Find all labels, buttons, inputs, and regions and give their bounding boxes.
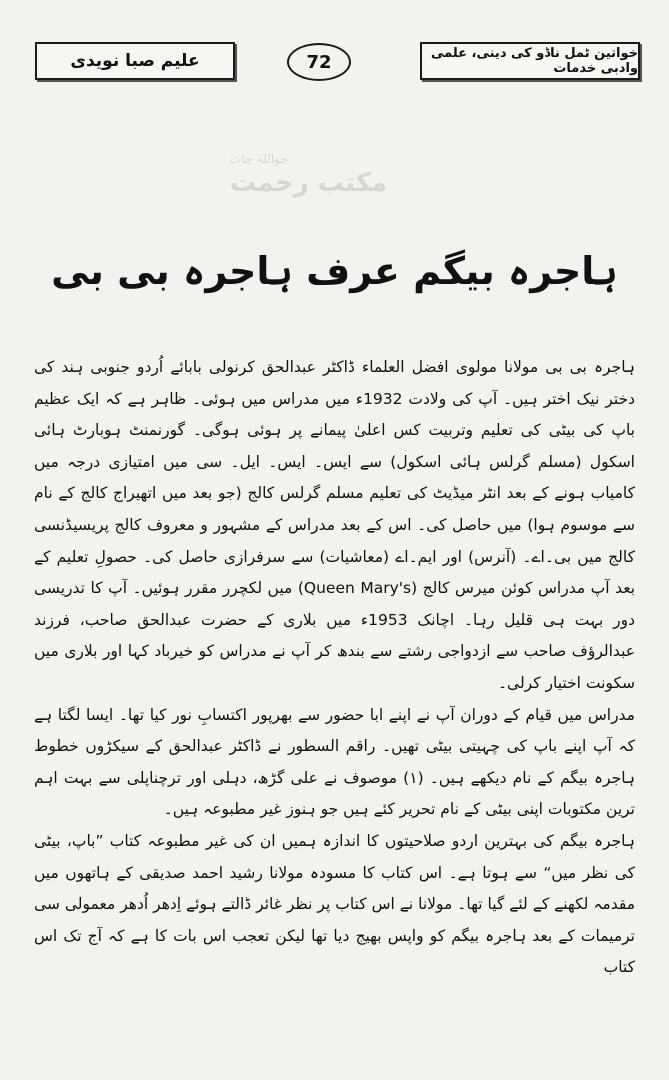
author-name: علیم صبا نویدی	[70, 51, 200, 71]
book-title-box	[420, 42, 640, 80]
body-text	[34, 352, 635, 984]
page-number-oval	[287, 43, 351, 81]
bleed-through-heading: مکتب رحمت	[230, 168, 388, 198]
page-number: 72	[306, 51, 332, 73]
paragraph-1: ہاجرہ بی بی مولانا مولوی افضل العلماء ڈاکٹر عبدالحق کرنولی بابائے اُردو جنوبی ہند کی دختر نیک اختر ہیں۔ آپ کی ولادت 1932ء میں مدراس میں ہوئی۔ ظاہر ہے کہ ایک عظیم باپ کی بیٹی کی تعلیم وتربیت کس اعلیٰ پیمانے پر ہوئی ہوگی۔ گورنمنٹ ہوبارٹ ہائی اسکول (مسلم گرلس ہائی اسکول) سے ایس۔ ایس۔ ایل۔ سی میں امتیازی درجہ میں کامیاب ہونے کے بعد انٹر میڈیٹ کی تعلیم مسلم گرلس کالج (جو بعد میں اتھیراج کالج کے نام سے موسوم ہوا) میں حاصل کی۔ اس کے بعد مدراس کے مشہور و معروف کالج پریسیڈنسی کالج میں بی۔اے۔ (آنرس) اور ایم۔اے (معاشیات) سے سرفرازی حاصل کی۔ حصولِ تعلیم کے بعد آپ مدراس کوئن میرس کالج (Queen Mary's) میں لکچرر مقرر ہوئیں۔ آپ کا تدریسی دور بہت ہی قلیل رہا۔ اچانک 1953ء میں بلاری کے حضرت عبدالحق صاحب، فرزند عبدالرؤف صاحب سے ازدواجی رشتے سے بندھ کر آپ نے مدراس کو خیرباد کہا اور بلاری میں سکونت اختیار کرلی۔	[34, 358, 636, 692]
bleed-through-text: حواللہ جات	[230, 152, 288, 166]
author-name-box	[35, 42, 235, 80]
book-title: خواتین ٹمل ناڈو کی دینی، علمی وادبی خدمات	[430, 46, 638, 76]
chapter-title: ہاجرہ بیگم عرف ہاجرہ بی بی	[51, 249, 618, 294]
paragraph-2: مدراس میں قیام کے دوران آپ نے اپنے ابا حضور سے بھرپور اکتسابِ نور کیا تھا۔ ایسا لگتا ہے کہ آپ اپنے باپ کی چہیتی بیٹی تھیں۔ راقم السطور نے ڈاکٹر عبدالحق کے سیکڑوں خطوط ہاجرہ بیگم کے نام دیکھے ہیں۔ (۱) موصوف نے علی گڑھ، دہلی اور ترچناپلی سے بہت اہم ترین مکتوبات اپنی بیٹی کے نام تحریر کئے ہیں جو ہنوز غیر مطبوعہ ہیں۔	[34, 705, 635, 819]
paragraph-3: ہاجرہ بیگم کی بہترین اردو صلاحیتوں کا اندازہ ہمیں ان کی غیر مطبوعہ کتاب ”باپ، بیٹی کی نظر میں“ سے ہوتا ہے۔ اس کتاب کا مسودہ مولانا رشید احمد صدیقی کے ہاتھوں میں مقدمہ لکھنے کے لئے گیا تھا۔ مولانا نے اس کتاب پر نظر غائر ڈالتے ہوئے اِدھر اُدھر معمولی سی ترمیمات کے بعد ہاجرہ بیگم کو واپس بھیج دیا تھا لیکن تعجب اس بات کا ہے کہ آج تک اس کتاب	[34, 831, 635, 977]
